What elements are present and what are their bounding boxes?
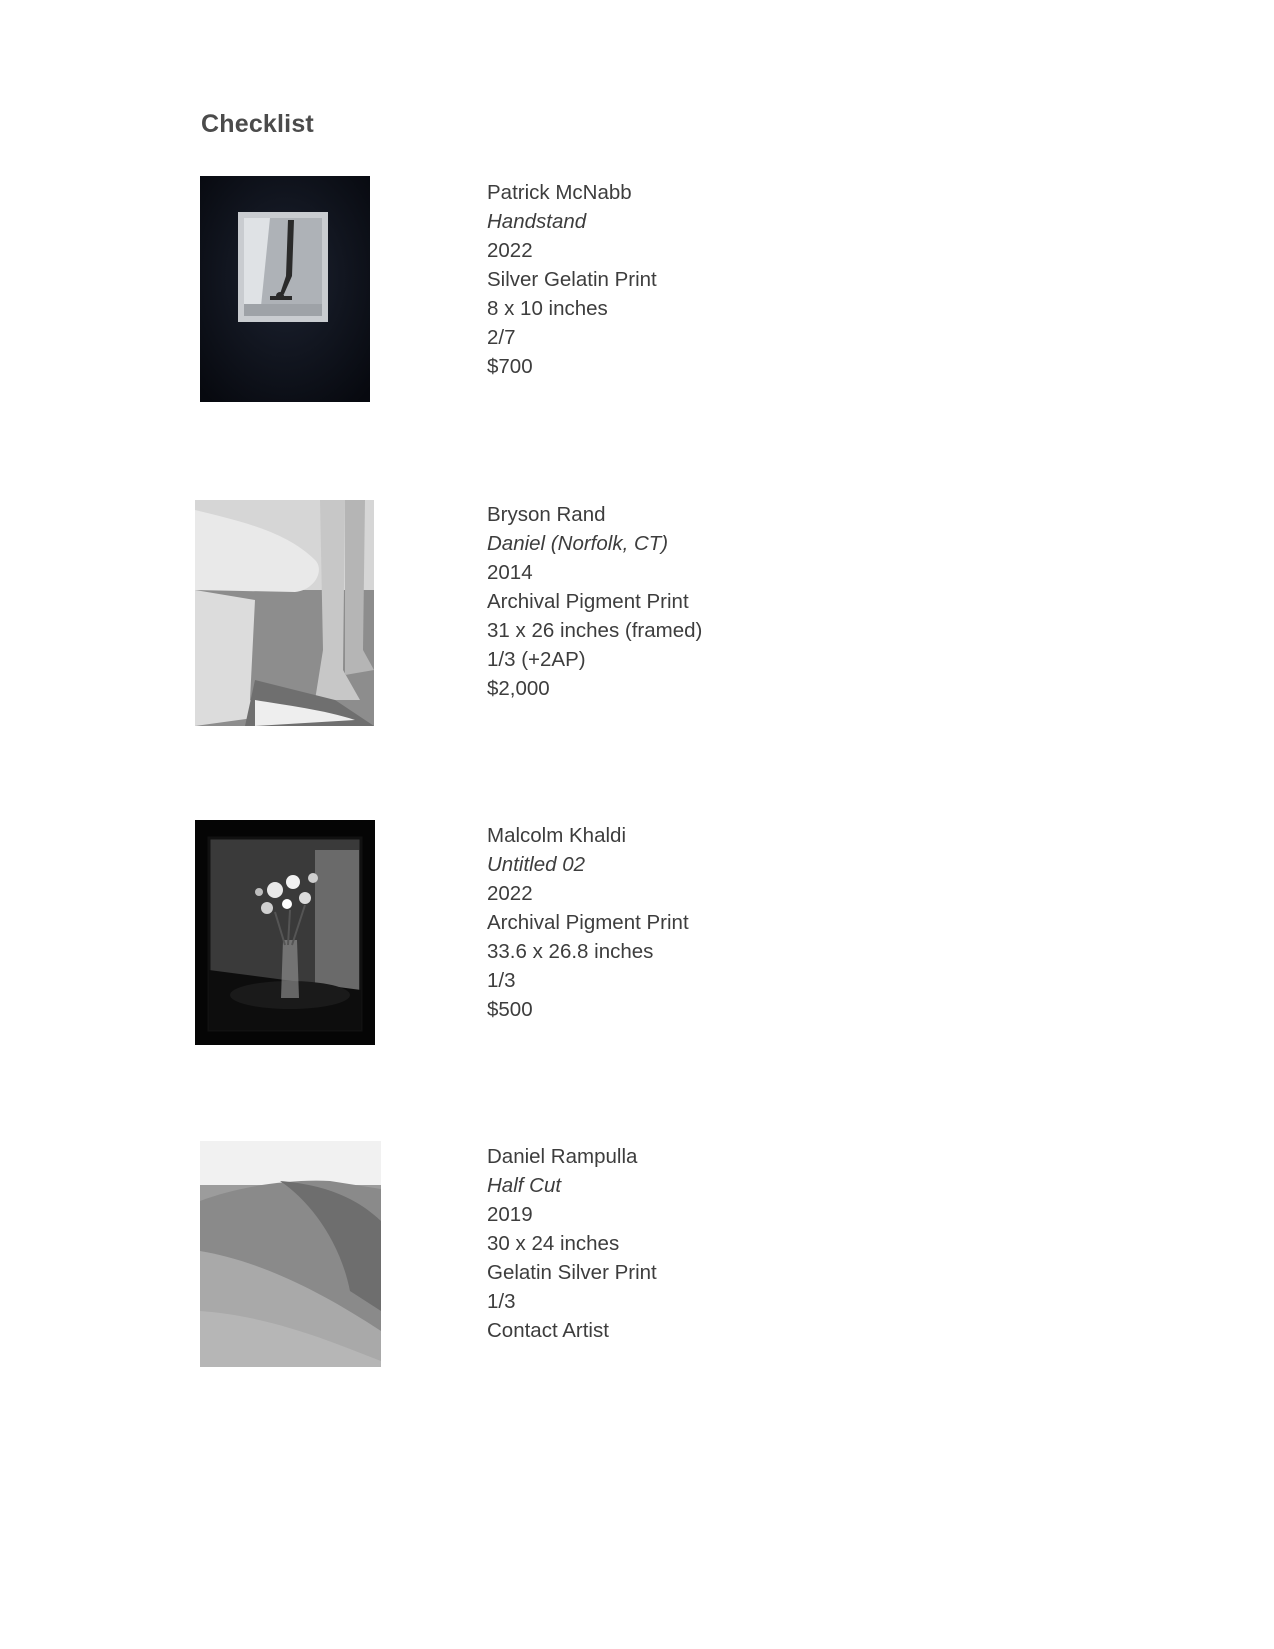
- artwork-price: Contact Artist: [487, 1319, 609, 1342]
- artwork-edition: 1/3: [487, 1290, 516, 1313]
- page-title: Checklist: [201, 110, 314, 138]
- artist-name: Bryson Rand: [487, 503, 606, 526]
- artwork-dimensions: 31 x 26 inches (framed): [487, 619, 703, 642]
- artwork-details: [487, 821, 689, 1024]
- artwork-dimensions: 8 x 10 inches: [487, 297, 608, 320]
- artwork-details: [487, 500, 702, 703]
- artwork-dimensions: 30 x 24 inches: [487, 1232, 620, 1255]
- artwork-medium: Archival Pigment Print: [487, 911, 689, 934]
- artwork-title: Handstand: [487, 210, 587, 233]
- artwork-title: Half Cut: [487, 1174, 562, 1197]
- artwork-image-untitled-02: [195, 820, 375, 1045]
- artwork-year: 2019: [487, 1203, 533, 1226]
- artwork-medium: Silver Gelatin Print: [487, 268, 657, 291]
- artwork-image-half-cut: [200, 1141, 381, 1367]
- artwork-image-handstand: [200, 176, 370, 402]
- artwork-edition: 1/3: [487, 969, 516, 992]
- artwork-medium: Gelatin Silver Print: [487, 1261, 657, 1284]
- artwork-details: [487, 1142, 657, 1345]
- artist-name: Patrick McNabb: [487, 181, 632, 204]
- artwork-year: 2022: [487, 239, 533, 262]
- artwork-details: [487, 178, 657, 381]
- artwork-year: 2014: [487, 561, 533, 584]
- artwork-year: 2022: [487, 882, 533, 905]
- artwork-price: $700: [487, 355, 533, 378]
- artwork-price: $2,000: [487, 677, 550, 700]
- artwork-medium: Archival Pigment Print: [487, 590, 689, 613]
- artwork-image-daniel: [195, 500, 374, 726]
- artwork-edition: 2/7: [487, 326, 516, 349]
- artwork-edition: 1/3 (+2AP): [487, 648, 586, 671]
- artwork-dimensions: 33.6 x 26.8 inches: [487, 940, 654, 963]
- artist-name: Daniel Rampulla: [487, 1145, 638, 1168]
- artwork-title: Daniel (Norfolk, CT): [487, 532, 669, 555]
- artist-name: Malcolm Khaldi: [487, 824, 626, 847]
- artwork-title: Untitled 02: [487, 853, 586, 876]
- artwork-price: $500: [487, 998, 533, 1021]
